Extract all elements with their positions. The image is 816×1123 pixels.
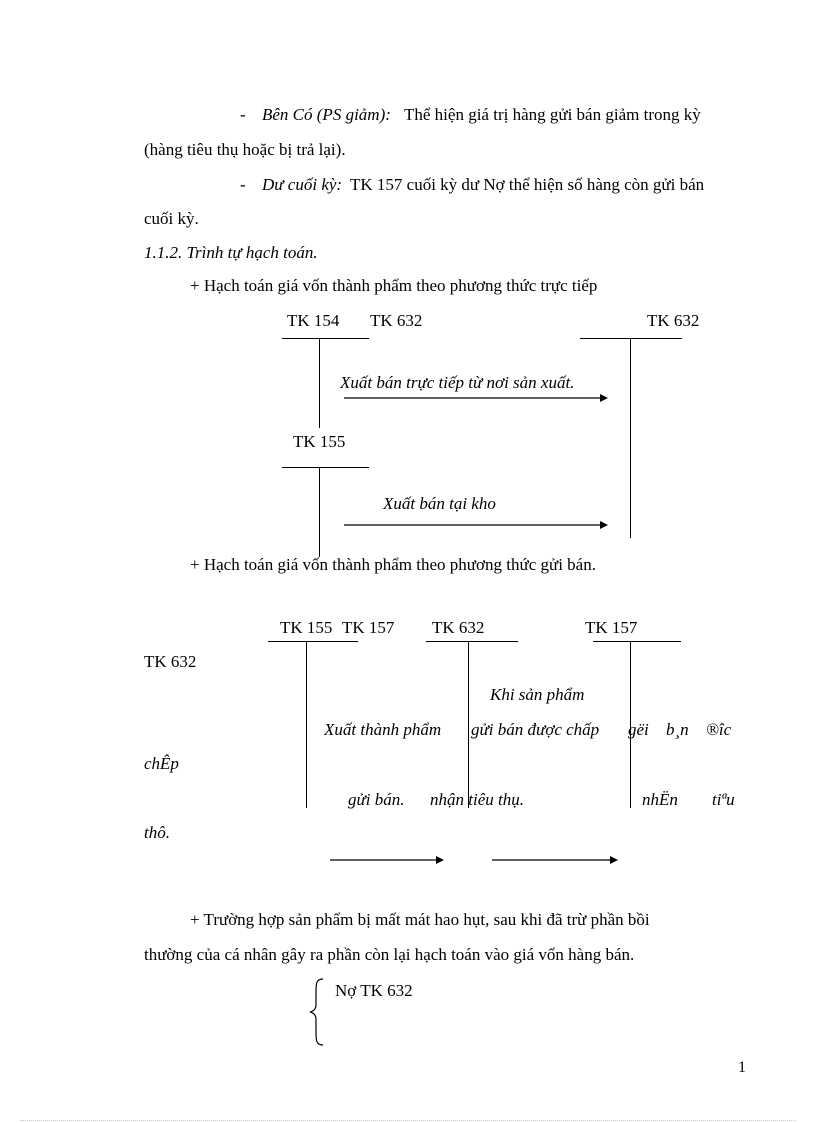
account-tk632-a: TK 632 xyxy=(370,311,423,330)
col3-word1: gëi xyxy=(628,720,649,739)
para2-label: Dư cuối kỳ: xyxy=(262,175,343,194)
account-tk632-b: TK 632 xyxy=(647,311,700,330)
arrow3 xyxy=(330,854,446,866)
col3-word2: b¸n xyxy=(666,720,689,739)
arrow1 xyxy=(344,392,609,404)
account-tk154: TK 154 xyxy=(287,311,340,330)
t-account-col3-top xyxy=(593,641,681,642)
col2-line3: nhận tiêu thụ. xyxy=(430,790,524,809)
col2-line1: Khi sản phẩm xyxy=(490,685,585,704)
diagram2-intro: + Hạch toán giá vốn thành phẩm theo phương thức gửi bán. xyxy=(190,555,596,574)
t-account-tk154-top xyxy=(282,338,369,339)
para1-text-line2: (hàng tiêu thụ hoặc bị trả lại). xyxy=(144,140,346,159)
page-bottom-rule xyxy=(20,1120,796,1121)
col3-word5: tiªu xyxy=(712,790,735,809)
col3-wrap2: thô. xyxy=(144,823,170,842)
t-account-col1-stem xyxy=(306,641,307,808)
account-tk632-wrap: TK 632 xyxy=(144,652,197,671)
t-account-tk155-top xyxy=(282,467,369,468)
t-account-col2-top xyxy=(426,641,518,642)
arrow2-label: Xuất bán tại kho xyxy=(383,494,496,513)
col1-line2: gửi bán. xyxy=(348,790,405,809)
para1-text-line1: Thể hiện giá trị hàng gửi bán giảm trong kỳ xyxy=(404,105,701,124)
col3-wrap: chÊp xyxy=(144,754,179,773)
col3-word3: ®îc xyxy=(706,720,732,739)
section-heading: 1.1.2. Trình tự hạch toán. xyxy=(144,243,318,262)
t-account-tk632-stem xyxy=(630,338,631,538)
t-account-col1-top xyxy=(268,641,358,642)
para2-dash: - xyxy=(240,175,246,194)
account-tk155: TK 155 xyxy=(293,432,346,451)
col1-line1: Xuất thành phẩm xyxy=(324,720,442,739)
para1-label: Bên Có (PS giảm): xyxy=(262,105,391,124)
curly-brace xyxy=(308,978,326,1046)
col3-word4: nhËn xyxy=(642,790,678,809)
account-tk155-b: TK 155 xyxy=(280,618,333,637)
para3-line2: thường của cá nhân gây ra phần còn lại hạch toán vào giá vốn hàng bán. xyxy=(144,945,635,964)
diagram1-intro: + Hạch toán giá vốn thành phẩm theo phương thức trực tiếp xyxy=(190,276,598,295)
arrow1-label: Xuất bán trực tiếp từ nơi sản xuất. xyxy=(340,373,575,392)
col2-line2: gửi bán được chấp xyxy=(471,720,600,739)
para2-text-line2: cuối kỳ. xyxy=(144,209,199,228)
account-tk157-a: TK 157 xyxy=(342,618,395,637)
para2-text-line1: TK 157 cuối kỳ dư Nợ thể hiện số hàng còn gửi bán xyxy=(350,175,705,194)
t-account-tk154-stem xyxy=(319,338,320,428)
t-account-col2-stem xyxy=(468,641,469,808)
para3-line1: + Trường hợp sản phẩm bị mất mát hao hụt, sau khi đã trừ phần bồi xyxy=(190,910,650,929)
t-account-tk632-top xyxy=(580,338,682,339)
account-tk632-c: TK 632 xyxy=(432,618,485,637)
para1-dash: - xyxy=(240,105,246,124)
page-number: 1 xyxy=(738,1059,746,1076)
arrow2 xyxy=(344,519,609,531)
arrow4 xyxy=(492,854,620,866)
brace-item: Nợ TK 632 xyxy=(335,981,413,1000)
account-tk157-b: TK 157 xyxy=(585,618,638,637)
t-account-tk155-stem xyxy=(319,467,320,557)
